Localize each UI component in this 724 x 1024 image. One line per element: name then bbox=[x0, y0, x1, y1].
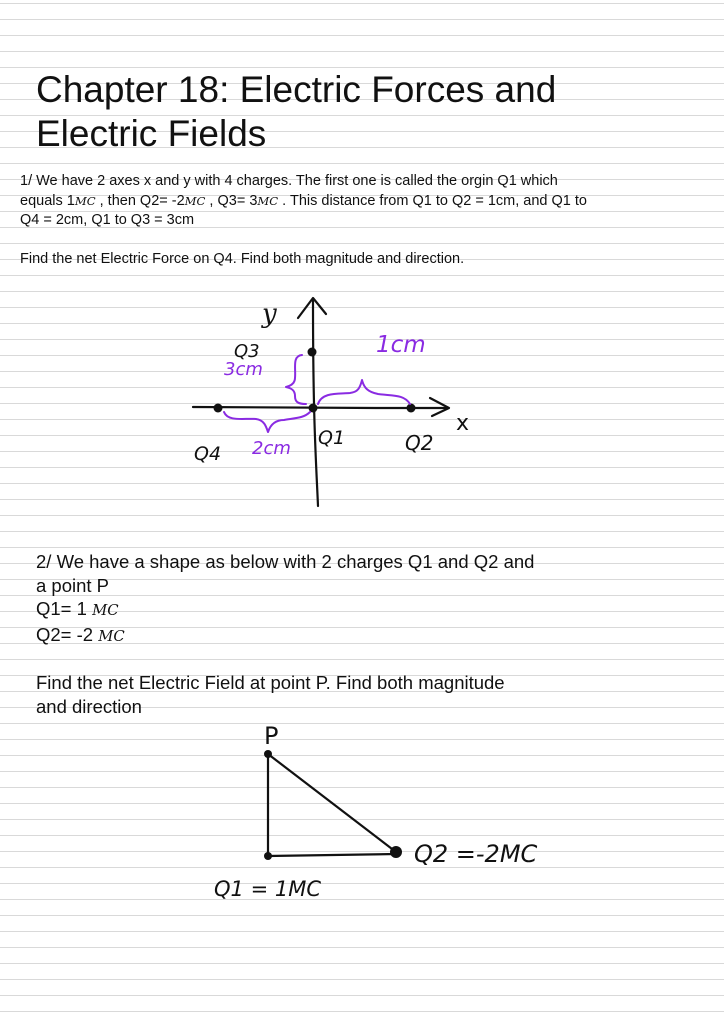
problem-1-question: Find the net Electric Force on Q4. Find both magnitude and direction. bbox=[20, 250, 465, 267]
x-axis-label: x bbox=[456, 411, 470, 436]
problem-2-question-1: Find the net Electric Field at point P. Find both magnitude bbox=[36, 672, 505, 693]
dist-q1-q4-label: 2cm bbox=[252, 438, 291, 459]
triangle-hypotenuse bbox=[268, 754, 396, 852]
y-axis-label: y bbox=[262, 299, 277, 329]
problem-2-question-2: and direction bbox=[36, 695, 142, 717]
problem-1-text-d: . This distance from Q1 to Q2 = 1cm, and Q1 to bbox=[278, 192, 587, 209]
problem-2-line-2: a point P bbox=[36, 574, 110, 596]
q1-value-label: Q1 = 1MC bbox=[214, 877, 321, 901]
q2-value-label: Q2 =-2MC bbox=[414, 840, 538, 868]
problem-1-text-a: equals 1 bbox=[20, 192, 75, 209]
problem-1-line-1: 1/ We have 2 axes x and y with 4 charges. The first one is called the orgin Q1 which bbox=[20, 173, 558, 189]
triangle-base bbox=[268, 854, 396, 856]
point-p-dot bbox=[264, 750, 272, 758]
unit-mc-q2: MC bbox=[98, 627, 125, 645]
q3-label: Q3 bbox=[234, 341, 260, 362]
unit-mc-3: MC bbox=[257, 193, 279, 208]
problem-1-text-b: , then Q2= -2 bbox=[95, 192, 185, 209]
problem-2-line-1: 2/ We have a shape as below with 2 charges Q1 and Q2 and bbox=[36, 551, 535, 572]
problem-2-q1-text: Q1= 1 bbox=[36, 598, 87, 619]
page-title: Chapter 18: Electric Forces and Electric Fields bbox=[36, 69, 557, 154]
unit-mc-q1: MC bbox=[92, 602, 119, 619]
unit-mc-1: MC bbox=[74, 193, 96, 208]
point-p-label: P bbox=[264, 722, 279, 750]
dist-q1-q3-label: 3cm bbox=[224, 359, 263, 380]
q2-label: Q2 bbox=[405, 431, 434, 455]
q4-label: Q4 bbox=[194, 443, 222, 465]
q1-label: Q1 bbox=[318, 427, 346, 449]
unit-mc-2: MC bbox=[184, 193, 206, 208]
problem-2-q2-text: Q2= -2 bbox=[36, 623, 94, 645]
problem-1-line-3: Q4 = 2cm, Q1 to Q3 = 3cm bbox=[20, 212, 195, 228]
q1-charge-dot bbox=[264, 852, 272, 860]
problem-1-text-c: , Q3= 3 bbox=[205, 192, 258, 209]
dist-q1-q2-label: 1cm bbox=[376, 332, 426, 358]
q2-charge-dot bbox=[390, 846, 402, 858]
